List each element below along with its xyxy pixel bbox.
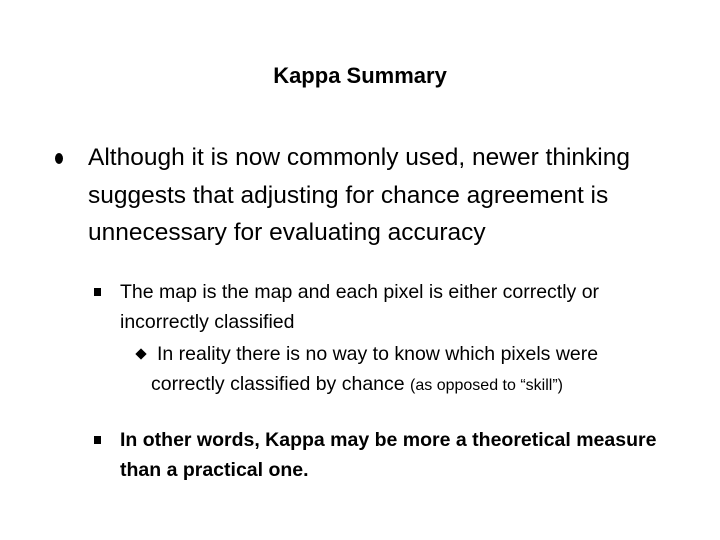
- bullet-level3-text: [151, 339, 671, 401]
- diamond-bullet-icon: [135, 348, 146, 359]
- round-bullet-icon: [55, 153, 63, 164]
- bullet-level1: [88, 139, 648, 252]
- bullet-level2-map-text: The map is the map and each pixel is either correctly or incorrectly classified: [120, 281, 600, 333]
- bullet-level2-map: [120, 277, 660, 337]
- bullet-level1-text: Although it is now commonly used, newer thinking suggests that adjusting for chance agreement is unnecessary for evaluating accuracy: [88, 144, 631, 246]
- bullet-level3-aside-text: (as opposed to “skill”): [410, 377, 563, 394]
- bullet-level3-reality: [151, 339, 671, 401]
- bullet-level3-main-text: In reality there is no way to know which pixels were correctly classified by chance: [151, 343, 599, 395]
- bullet-level2-conclusion-text: In other words, Kappa may be more a theoretical measure than a practical one.: [120, 429, 657, 481]
- slide-title: Kappa Summary: [273, 63, 447, 88]
- bullet-level2-conclusion: [120, 425, 660, 485]
- square-bullet-icon: [94, 436, 101, 444]
- square-bullet-icon: [94, 288, 101, 296]
